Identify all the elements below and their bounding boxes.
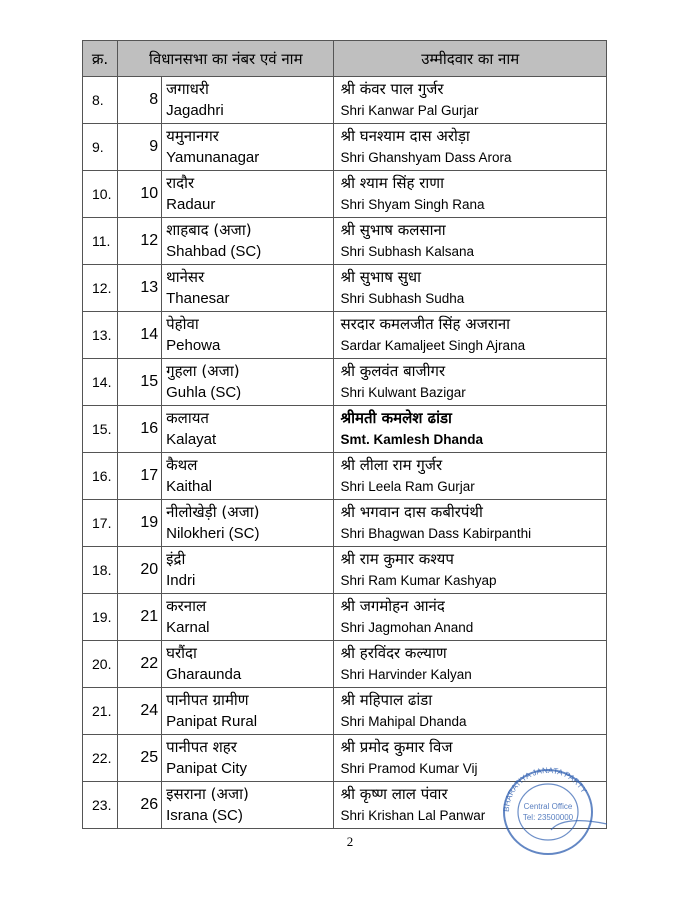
candidate-name-english: Shri Shyam Singh Rana — [340, 197, 485, 212]
constituency-name-hindi: करनाल — [166, 597, 207, 615]
candidate-name-hindi: श्री भगवान दास कबीरपंथी — [340, 503, 483, 521]
constituency-cell — [162, 500, 334, 547]
table-row — [83, 500, 607, 547]
constituency-cell — [162, 735, 334, 782]
candidate-name-hindi: श्री कृष्ण लाल पंवार — [340, 785, 448, 803]
constituency-name-english: Yamunanagar — [166, 149, 260, 166]
constituency-name-hindi: पेहोवा — [166, 315, 199, 333]
candidate-cell — [334, 359, 607, 406]
candidate-name-hindi: श्री प्रमोद कुमार विज — [340, 738, 453, 756]
constituency-cell — [162, 594, 334, 641]
candidate-name-hindi: श्री कुलवंत बाजीगर — [340, 362, 446, 380]
constituency-name-english: Thanesar — [166, 290, 230, 307]
constituency-name-hindi: कैथल — [166, 456, 198, 474]
candidate-cell — [334, 453, 607, 500]
constituency-name-english: Nilokheri (SC) — [166, 525, 260, 542]
constituency-name-hindi: रादौर — [166, 174, 195, 192]
stamp-arc-text: BHARATIYA JANATA PARTY — [501, 765, 589, 813]
serial-number: 10. — [83, 171, 118, 218]
constituency-name-hindi: घरौंदा — [166, 644, 197, 662]
constituency-name-english: Radaur — [166, 196, 216, 213]
constituency-number: 22 — [118, 641, 162, 688]
candidate-name-english: Sardar Kamaljeet Singh Ajrana — [340, 338, 526, 353]
constituency-name-english: Guhla (SC) — [166, 384, 242, 401]
constituency-name-english: Kaithal — [166, 478, 213, 495]
constituency-number: 12 — [118, 218, 162, 265]
constituency-number: 26 — [118, 782, 162, 829]
constituency-number: 17 — [118, 453, 162, 500]
constituency-cell — [162, 359, 334, 406]
candidate-name-english: Shri Mahipal Dhanda — [340, 714, 467, 729]
constituency-name-english: Indri — [166, 572, 196, 589]
constituency-number: 24 — [118, 688, 162, 735]
constituency-cell — [162, 124, 334, 171]
party-office-stamp — [489, 760, 609, 860]
table-row — [83, 453, 607, 500]
serial-number: 13. — [83, 312, 118, 359]
constituency-cell — [162, 688, 334, 735]
candidate-name-english: Shri Subhash Sudha — [340, 291, 465, 306]
constituency-name-english: Karnal — [166, 619, 210, 636]
constituency-number: 20 — [118, 547, 162, 594]
constituency-name-hindi: पानीपत शहर — [166, 738, 237, 756]
constituency-name-hindi: कलायत — [166, 409, 209, 427]
candidate-name-hindi: श्री लीला राम गुर्जर — [340, 456, 443, 474]
constituency-name-hindi: गुहला (अजा) — [166, 362, 240, 380]
constituency-number: 8 — [118, 77, 162, 124]
constituency-number: 13 — [118, 265, 162, 312]
constituency-name-hindi: नीलोखेड़ी (अजा) — [166, 503, 260, 521]
constituency-cell — [162, 218, 334, 265]
candidate-name-english: Shri Kulwant Bazigar — [340, 385, 466, 400]
table-row — [83, 641, 607, 688]
constituency-name-english: Panipat Rural — [166, 713, 258, 730]
constituency-number: 19 — [118, 500, 162, 547]
candidate-name-hindi: श्रीमती कमलेश ढांडा — [340, 409, 452, 427]
constituency-name-english: Panipat City — [166, 760, 248, 777]
constituency-name-hindi: थानेसर — [166, 268, 205, 286]
table-row — [83, 547, 607, 594]
table-header-row — [83, 41, 607, 77]
candidate-name-english: Shri Krishan Lal Panwar — [340, 808, 486, 823]
candidate-name-hindi: श्री घनश्याम दास अरोड़ा — [340, 127, 470, 145]
constituency-number: 10 — [118, 171, 162, 218]
candidate-name-english: Smt. Kamlesh Dhanda — [340, 432, 484, 447]
table-row — [83, 218, 607, 265]
constituency-cell — [162, 312, 334, 359]
table-row — [83, 77, 607, 124]
constituency-cell — [162, 641, 334, 688]
constituency-number: 15 — [118, 359, 162, 406]
candidate-name-hindi: श्री सुभाष कलसाना — [340, 221, 446, 239]
candidate-name-english: Shri Leela Ram Gurjar — [340, 479, 475, 494]
serial-number: 23. — [83, 782, 118, 829]
constituency-number: 9 — [118, 124, 162, 171]
stamp-office-text: Central Office — [523, 802, 573, 811]
serial-number: 20. — [83, 641, 118, 688]
candidate-cell — [334, 688, 607, 735]
table-row — [83, 312, 607, 359]
signature-stroke — [551, 821, 607, 830]
serial-number: 12. — [83, 265, 118, 312]
constituency-number: 14 — [118, 312, 162, 359]
candidate-cell — [334, 594, 607, 641]
candidate-name-english: Shri Pramod Kumar Vij — [340, 761, 478, 776]
table-row — [83, 359, 607, 406]
constituency-cell — [162, 406, 334, 453]
serial-number: 17. — [83, 500, 118, 547]
serial-number: 16. — [83, 453, 118, 500]
constituency-cell — [162, 782, 334, 829]
header-constituency: विधानसभा का नंबर एवं नाम — [118, 41, 334, 77]
constituency-name-english: Israna (SC) — [166, 807, 243, 824]
candidate-name-hindi: श्री राम कुमार कश्यप — [340, 550, 454, 568]
candidate-cell — [334, 218, 607, 265]
candidate-name-english: Shri Bhagwan Dass Kabirpanthi — [340, 526, 532, 541]
constituency-name-english: Shahbad (SC) — [166, 243, 262, 260]
constituency-name-english: Gharaunda — [166, 666, 242, 683]
constituency-cell — [162, 453, 334, 500]
constituency-name-hindi: जगाधरी — [166, 80, 209, 98]
page-number: 2 — [346, 834, 354, 849]
candidate-name-english: Shri Kanwar Pal Gurjar — [340, 103, 479, 118]
candidate-name-hindi: श्री श्याम सिंह राणा — [340, 174, 444, 192]
constituency-name-hindi: शाहबाद (अजा) — [166, 221, 252, 239]
table-row — [83, 688, 607, 735]
candidate-name-hindi: श्री सुभाष सुधा — [340, 268, 422, 286]
constituency-number: 25 — [118, 735, 162, 782]
candidate-cell — [334, 171, 607, 218]
table-row — [83, 171, 607, 218]
candidate-name-hindi: श्री कंवर पाल गुर्जर — [340, 80, 444, 98]
candidate-name-english: Shri Subhash Kalsana — [340, 244, 475, 259]
constituency-name-english: Kalayat — [166, 431, 217, 448]
constituency-name-hindi: इसराना (अजा) — [166, 785, 249, 803]
serial-number: 14. — [83, 359, 118, 406]
constituency-name-hindi: पानीपत ग्रामीण — [166, 691, 249, 709]
candidate-name-english: Shri Ram Kumar Kashyap — [340, 573, 497, 588]
table-row — [83, 265, 607, 312]
constituency-number: 16 — [118, 406, 162, 453]
constituency-number: 21 — [118, 594, 162, 641]
candidate-name-hindi: सरदार कमलजीत सिंह अजराना — [340, 315, 511, 333]
constituency-name-hindi: इंद्री — [166, 550, 186, 568]
candidate-cell — [334, 312, 607, 359]
candidate-cell — [334, 265, 607, 312]
constituency-cell — [162, 171, 334, 218]
table-row — [83, 406, 607, 453]
constituency-cell — [162, 547, 334, 594]
candidate-name-hindi: श्री जगमोहन आनंद — [340, 597, 445, 615]
serial-number: 18. — [83, 547, 118, 594]
candidate-name-hindi: श्री महिपाल ढांडा — [340, 691, 433, 709]
table-row — [83, 124, 607, 171]
serial-number: 15. — [83, 406, 118, 453]
candidate-cell — [334, 77, 607, 124]
candidate-list-table — [82, 40, 607, 829]
candidate-cell — [334, 547, 607, 594]
header-serial-number: क्र. — [83, 41, 118, 77]
candidate-name-english: Shri Jagmohan Anand — [340, 620, 474, 635]
stamp-tel-text: Tel: 23500000 — [522, 813, 574, 822]
constituency-name-hindi: यमुनानगर — [166, 127, 219, 145]
candidate-name-hindi: श्री हरविंदर कल्याण — [340, 644, 447, 662]
candidate-cell — [334, 500, 607, 547]
candidate-cell — [334, 406, 607, 453]
table-row — [83, 594, 607, 641]
serial-number: 21. — [83, 688, 118, 735]
serial-number: 22. — [83, 735, 118, 782]
serial-number: 19. — [83, 594, 118, 641]
candidate-name-english: Shri Ghanshyam Dass Arora — [340, 150, 512, 165]
constituency-cell — [162, 77, 334, 124]
constituency-name-english: Pehowa — [166, 337, 221, 354]
candidate-cell — [334, 641, 607, 688]
constituency-cell — [162, 265, 334, 312]
header-candidate-name: उम्मीदवार का नाम — [334, 41, 607, 77]
candidate-cell — [334, 124, 607, 171]
serial-number: 11. — [83, 218, 118, 265]
constituency-name-english: Jagadhri — [166, 102, 224, 119]
candidate-name-english: Shri Harvinder Kalyan — [340, 667, 472, 682]
serial-number: 9. — [83, 124, 118, 171]
serial-number: 8. — [83, 77, 118, 124]
